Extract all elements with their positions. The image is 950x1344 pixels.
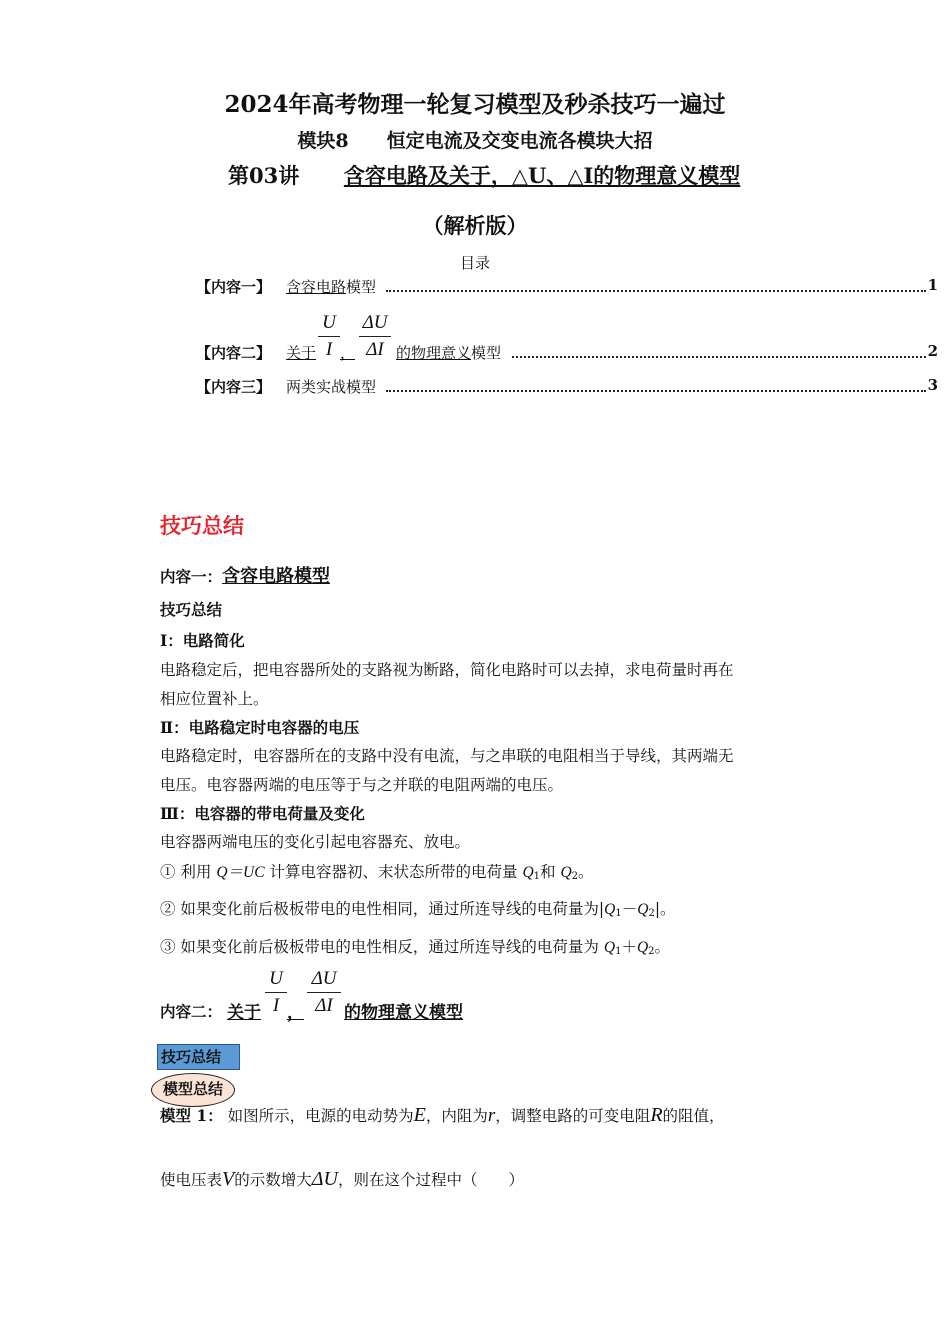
fraction-numerator: ΔU — [362, 312, 388, 333]
toc-item-tag: 【内容一】 — [196, 278, 272, 296]
fraction-denominator: ΔI — [366, 339, 384, 360]
module-subtitle: 模块8 恒定电流及交变电流各模块大招 — [297, 130, 653, 152]
toc-item-text — [286, 276, 376, 297]
fraction-denominator: I — [272, 995, 280, 1016]
list-item: ① 利用 Q＝UC 计算电容器初、末状态所带的电荷量 $Q_1$和 $Q_2$。 — [160, 863, 594, 882]
toc-link-text: 含容电路 — [286, 278, 347, 296]
section2-fraction-u-over-i — [265, 968, 287, 1017]
toc-leader — [386, 290, 926, 292]
fraction-denominator: I — [325, 339, 333, 360]
toc-page-number: 1 — [927, 276, 938, 294]
toc-item-3[interactable] — [196, 376, 938, 400]
section2-about: 关于 — [227, 1003, 261, 1023]
question-line-2: 使电压表V的示数增大ΔU，则在这个过程中（ ） — [160, 1168, 524, 1190]
oval-label: 模型总结 — [162, 1080, 223, 1098]
list-item: ③ 如果变化前后极板带电的电性相反，通过所连导线的电荷量为 $Q_1+Q_2$。 — [160, 938, 671, 957]
summary-box-label: 技巧总结 — [161, 1048, 222, 1066]
variable-resistor-symbol: R — [650, 1104, 663, 1126]
point-heading: Ⅲ：电容器的带电荷量及变化 — [160, 804, 365, 823]
toc-link-text: 的物理意义 — [396, 344, 472, 362]
toc-text-tail: 模型 — [346, 278, 377, 296]
subheading: 技巧总结 — [160, 600, 223, 619]
formula: Q＝UC — [216, 864, 265, 881]
toc-link-text: 关于 — [286, 344, 317, 362]
lecture-number: 第03讲 — [228, 163, 300, 188]
lecture-title: 含容电路及关于，△U、△I的物理意义模型 — [343, 163, 741, 188]
paragraph-line: 电路稳定时，电容器所在的支路中没有电流，与之串联的电阻相当于导线，其两端无 — [160, 747, 734, 765]
summary-heading: 技巧总结 — [160, 513, 244, 538]
list-item: ② 如果变化前后极板带电的电性相同，通过所连导线的电荷量为$|Q_1-Q_2|$。 — [160, 900, 676, 919]
emf-symbol: E — [413, 1104, 426, 1126]
section1-body — [160, 596, 800, 968]
fraction-denominator: ΔI — [315, 995, 333, 1016]
fraction-numerator: U — [269, 968, 283, 989]
toc-item-text — [396, 342, 501, 363]
toc-item-2[interactable] — [196, 342, 938, 366]
paragraph-line: 电路稳定后，把电容器所处的支路视为断路，简化电路时可以去掉，求电荷量时再在 — [160, 661, 734, 679]
model-label: 模型 1 — [160, 1106, 208, 1125]
section1-heading — [160, 562, 330, 588]
document-title: 2024年高考物理一轮复习模型及秒杀技巧一遍过 — [224, 91, 726, 118]
toc-comma: ， — [340, 344, 356, 362]
section2-title: 的物理意义模型 — [344, 1003, 463, 1023]
paragraph-line: 电容器两端电压的变化引起电容器充、放电。 — [160, 833, 471, 851]
toc-fraction-du-over-di — [359, 312, 391, 361]
toc-item-tag: 【内容三】 — [196, 378, 272, 396]
toc-item-tag: 【内容二】 — [196, 344, 272, 362]
toc-leader — [386, 390, 926, 392]
paragraph-line: 电压。电容器两端的电压等于与之并联的电阻两端的电压。 — [160, 776, 564, 794]
lecture-heading — [228, 160, 740, 190]
edition-label: （解析版） — [422, 213, 528, 238]
paragraph-line: 相应位置补上。 — [160, 690, 269, 708]
fraction-numerator: U — [322, 312, 336, 333]
section2-fraction-du-over-di — [307, 968, 341, 1017]
section2-label: 内容二： — [160, 1002, 223, 1021]
toc-item-text: 两类实战模型 — [286, 378, 377, 396]
point-heading: Ⅰ：电路简化 — [160, 631, 245, 650]
section-label: 内容一： — [160, 567, 223, 586]
section2-comma: ， — [287, 1003, 304, 1023]
toc-fraction-u-over-i — [318, 312, 340, 361]
voltmeter-symbol: V — [222, 1168, 235, 1190]
fraction-numerator: ΔU — [311, 968, 337, 989]
toc-page-number: 3 — [927, 376, 938, 394]
toc-item-1[interactable] — [196, 276, 938, 300]
delta-u-symbol: ΔU — [311, 1168, 338, 1190]
toc-leader — [512, 356, 926, 358]
toc-text-tail: 模型 — [471, 344, 502, 362]
resistance-symbol: r — [487, 1105, 496, 1126]
toc-heading: 目录 — [459, 254, 490, 272]
point-heading: Ⅱ：电路稳定时电容器的电压 — [160, 718, 360, 737]
summary-box — [157, 1044, 240, 1070]
question-line-1: 模型 1： 如图所示，电源的电动势为E，内阻为r，调整电路的可变电阻R的阻值， — [160, 1104, 725, 1126]
section-title: 含容电路模型 — [222, 566, 331, 587]
toc-page-number: 2 — [927, 342, 938, 360]
